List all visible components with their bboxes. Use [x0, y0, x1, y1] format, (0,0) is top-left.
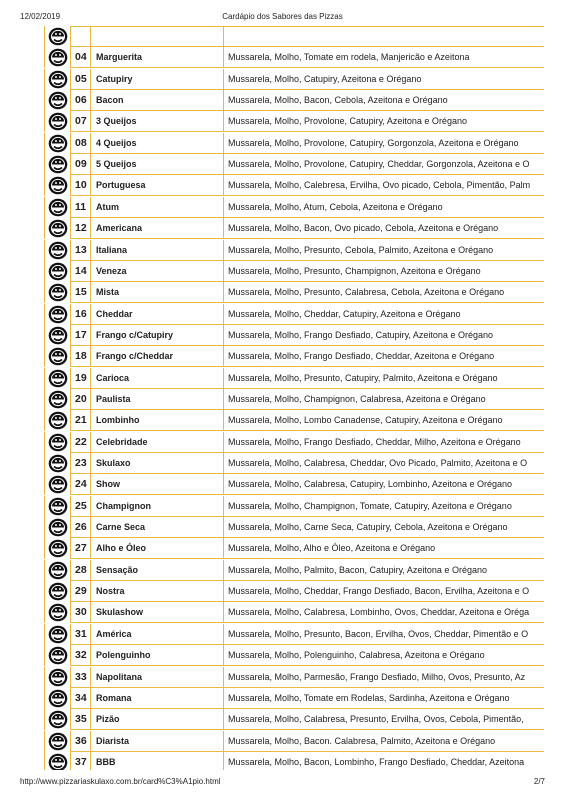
table-row — [44, 368, 544, 389]
pizza-ingredients: Mussarela, Molho, Calabresa, Lombinho, Ovos, Cheddar, Azeitona e Oréga — [224, 602, 544, 623]
pizzeria-logo-icon — [48, 646, 68, 665]
table-row — [44, 752, 544, 770]
pizza-name: Lombinho — [91, 410, 224, 431]
pizzeria-logo-icon — [48, 732, 68, 751]
page-header — [0, 12, 565, 24]
pizza-ingredients: Mussarela, Molho, Parmesão, Frango Desfiado, Milho, Ovos, Presunto, Az — [224, 667, 544, 688]
icon-cell — [44, 218, 71, 239]
icon-cell — [44, 26, 71, 47]
table-row — [44, 111, 544, 132]
pizza-ingredients: Mussarela, Molho, Bacon, Cebola, Azeitona e Orégano — [224, 90, 544, 111]
table-row — [44, 175, 544, 196]
pizza-name: Champignon — [91, 496, 224, 517]
pizza-number: 10 — [71, 175, 91, 196]
table-row — [44, 624, 544, 645]
pizza-name: Portuguesa — [91, 175, 224, 196]
pizza-name: Americana — [91, 218, 224, 239]
pizza-number: 20 — [71, 389, 91, 410]
icon-cell — [44, 602, 71, 623]
pizzeria-logo-icon — [48, 668, 68, 687]
pizza-number: 08 — [71, 133, 91, 154]
pizza-name: Pizão — [91, 709, 224, 730]
pizza-name: 4 Queijos — [91, 133, 224, 154]
icon-cell — [44, 304, 71, 325]
icon-cell — [44, 133, 71, 154]
table-row — [44, 410, 544, 431]
pizza-name: Veneza — [91, 261, 224, 282]
pizza-number: 16 — [71, 304, 91, 325]
pizza-number: 06 — [71, 90, 91, 111]
pizza-ingredients: Mussarela, Molho, Champignon, Calabresa, Azeitona e Orégano — [224, 389, 544, 410]
pizza-ingredients: Mussarela, Molho, Bacon, Lombinho, Frango Desfiado, Cheddar, Azeitona — [224, 752, 544, 770]
pizza-number: 28 — [71, 560, 91, 581]
pizza-name: Mista — [91, 282, 224, 303]
pizza-number: 35 — [71, 709, 91, 730]
pizza-number: 32 — [71, 645, 91, 666]
icon-cell — [44, 688, 71, 709]
table-row — [44, 602, 544, 623]
icon-cell — [44, 368, 71, 389]
table-row — [44, 154, 544, 175]
pizza-ingredients: Mussarela, Molho, Carne Seca, Catupiry, Cebola, Azeitona e Orégano — [224, 517, 544, 538]
pizza-number: 07 — [71, 111, 91, 132]
pizza-name: Italiana — [91, 240, 224, 261]
table-row — [44, 261, 544, 282]
pizza-ingredients: Mussarela, Molho, Calabresa, Cheddar, Ovo Picado, Palmito, Azeitona e O — [224, 453, 544, 474]
pizzeria-logo-icon — [48, 241, 68, 260]
pizza-number: 27 — [71, 538, 91, 559]
pizza-ingredients: Mussarela, Molho, Cheddar, Catupiry, Azeitona e Orégano — [224, 304, 544, 325]
icon-cell — [44, 410, 71, 431]
table-row — [44, 581, 544, 602]
icon-cell — [44, 282, 71, 303]
pizza-ingredients: Mussarela, Molho, Cheddar, Frango Desfiado, Bacon, Ervilha, Azeitona e O — [224, 581, 544, 602]
icon-cell — [44, 581, 71, 602]
pizza-ingredients: Mussarela, Molho, Tomate em rodela, Manjericão e Azeitona — [224, 47, 544, 68]
page-footer — [0, 777, 565, 789]
pizza-ingredients — [224, 26, 544, 47]
pizza-name: Romana — [91, 688, 224, 709]
pizzeria-logo-icon — [48, 369, 68, 388]
pizza-number: 24 — [71, 474, 91, 495]
table-row — [44, 667, 544, 688]
pizzeria-logo-icon — [48, 48, 68, 67]
pizza-name: Catupiry — [91, 69, 224, 90]
table-row — [44, 645, 544, 666]
pizzeria-logo-icon — [48, 262, 68, 281]
pizza-number: 19 — [71, 368, 91, 389]
pizza-number: 30 — [71, 602, 91, 623]
pizza-number: 22 — [71, 432, 91, 453]
pizza-number: 26 — [71, 517, 91, 538]
icon-cell — [44, 90, 71, 111]
icon-cell — [44, 496, 71, 517]
pizza-name: Atum — [91, 197, 224, 218]
pizza-number: 33 — [71, 667, 91, 688]
pizzeria-logo-icon — [48, 518, 68, 537]
pizzeria-logo-icon — [48, 475, 68, 494]
table-row — [44, 26, 544, 47]
pizza-ingredients: Mussarela, Molho, Tomate em Rodelas, Sardinha, Azeitona e Orégano — [224, 688, 544, 709]
pizza-ingredients: Mussarela, Molho, Presunto, Bacon, Ervilha, Ovos, Cheddar, Pimentão e O — [224, 624, 544, 645]
pizzeria-logo-icon — [48, 112, 68, 131]
icon-cell — [44, 624, 71, 645]
pizza-menu-table — [44, 26, 544, 770]
pizza-ingredients: Mussarela, Molho, Calabresa, Catupiry, Lombinho, Azeitona e Orégano — [224, 474, 544, 495]
pizzeria-logo-icon — [48, 625, 68, 644]
pizza-ingredients: Mussarela, Molho, Provolone, Catupiry, Cheddar, Gorgonzola, Azeitona e O — [224, 154, 544, 175]
icon-cell — [44, 645, 71, 666]
pizzeria-logo-icon — [48, 539, 68, 558]
pizza-ingredients: Mussarela, Molho, Champignon, Tomate, Catupiry, Azeitona e Orégano — [224, 496, 544, 517]
icon-cell — [44, 111, 71, 132]
pizza-ingredients: Mussarela, Molho, Calabresa, Presunto, Ervilha, Ovos, Cebola, Pimentão, — [224, 709, 544, 730]
icon-cell — [44, 731, 71, 752]
table-row — [44, 453, 544, 474]
pizza-name: Alho e Óleo — [91, 538, 224, 559]
pizza-ingredients: Mussarela, Molho, Palmito, Bacon, Catupiry, Azeitona e Orégano — [224, 560, 544, 581]
pizzeria-logo-icon — [48, 411, 68, 430]
pizza-ingredients: Mussarela, Molho, Catupiry, Azeitona e Orégano — [224, 69, 544, 90]
table-row — [44, 560, 544, 581]
icon-cell — [44, 560, 71, 581]
pizza-ingredients: Mussarela, Molho, Alho e Óleo, Azeitona e Orégano — [224, 538, 544, 559]
table-row — [44, 325, 544, 346]
pizza-ingredients: Mussarela, Molho, Frango Desfiado, Cheddar, Milho, Azeitona e Orégano — [224, 432, 544, 453]
pizza-name: Paulista — [91, 389, 224, 410]
table-row — [44, 90, 544, 111]
pizza-name: Marguerita — [91, 47, 224, 68]
pizza-name: Frango c/Catupiry — [91, 325, 224, 346]
pizzeria-logo-icon — [48, 497, 68, 516]
pizza-number: 04 — [71, 47, 91, 68]
icon-cell — [44, 752, 71, 770]
pizza-name: 3 Queijos — [91, 111, 224, 132]
pizzeria-logo-icon — [48, 454, 68, 473]
pizzeria-logo-icon — [48, 91, 68, 110]
icon-cell — [44, 667, 71, 688]
pizzeria-logo-icon — [48, 134, 68, 153]
pizza-ingredients: Mussarela, Molho, Bacon, Ovo picado, Cebola, Azeitona e Orégano — [224, 218, 544, 239]
table-row — [44, 133, 544, 154]
table-row — [44, 474, 544, 495]
pizzeria-logo-icon — [48, 283, 68, 302]
icon-cell — [44, 154, 71, 175]
pizza-ingredients: Mussarela, Molho, Bacon. Calabresa, Palmito, Azeitona e Orégano — [224, 731, 544, 752]
table-row — [44, 496, 544, 517]
pizza-number: 25 — [71, 496, 91, 517]
pizza-name: Frango c/Cheddar — [91, 346, 224, 367]
pizzeria-logo-icon — [48, 198, 68, 217]
pizza-name: Skulaxo — [91, 453, 224, 474]
pizza-name: Polenguinho — [91, 645, 224, 666]
page-url: http://www.pizzariaskulaxo.com.br/card%C3%A1pio.html — [20, 777, 221, 786]
pizzeria-logo-icon — [48, 347, 68, 366]
pizza-name: Nostra — [91, 581, 224, 602]
icon-cell — [44, 175, 71, 196]
pizza-number: 36 — [71, 731, 91, 752]
pizza-ingredients: Mussarela, Molho, Presunto, Calabresa, Cebola, Azeitona e Orégano — [224, 282, 544, 303]
icon-cell — [44, 474, 71, 495]
table-row — [44, 346, 544, 367]
icon-cell — [44, 709, 71, 730]
pizza-number: 17 — [71, 325, 91, 346]
pizza-number: 14 — [71, 261, 91, 282]
print-date: 12/02/2019 — [20, 12, 61, 21]
page-number: 2/7 — [533, 777, 545, 786]
pizzeria-logo-icon — [48, 155, 68, 174]
pizzeria-logo-icon — [48, 603, 68, 622]
pizza-number: 23 — [71, 453, 91, 474]
table-row — [44, 69, 544, 90]
table-row — [44, 47, 544, 68]
pizza-ingredients: Mussarela, Molho, Presunto, Catupiry, Palmito, Azeitona e Orégano — [224, 368, 544, 389]
table-row — [44, 432, 544, 453]
pizza-number: 11 — [71, 197, 91, 218]
pizza-ingredients: Mussarela, Molho, Lombo Canadense, Catupiry, Azeitona e Orégano — [224, 410, 544, 431]
icon-cell — [44, 432, 71, 453]
pizzeria-logo-icon — [48, 582, 68, 601]
icon-cell — [44, 346, 71, 367]
pizza-ingredients: Mussarela, Molho, Polenguinho, Calabresa, Azeitona e Orégano — [224, 645, 544, 666]
pizzeria-logo-icon — [48, 561, 68, 580]
pizza-ingredients: Mussarela, Molho, Presunto, Cebola, Palmito, Azeitona e Orégano — [224, 240, 544, 261]
pizza-number: 15 — [71, 282, 91, 303]
pizzeria-logo-icon — [48, 710, 68, 729]
table-row — [44, 731, 544, 752]
pizzeria-logo-icon — [48, 433, 68, 452]
pizza-name: Carne Seca — [91, 517, 224, 538]
pizzeria-logo-icon — [48, 305, 68, 324]
pizza-number: 18 — [71, 346, 91, 367]
table-row — [44, 389, 544, 410]
pizza-number: 09 — [71, 154, 91, 175]
icon-cell — [44, 453, 71, 474]
page-title: Cardápio dos Sabores das Pizzas — [222, 12, 343, 21]
pizzeria-logo-icon — [48, 27, 68, 46]
pizza-ingredients: Mussarela, Molho, Frango Desfiado, Catupiry, Azeitona e Orégano — [224, 325, 544, 346]
table-row — [44, 282, 544, 303]
pizza-name: Cheddar — [91, 304, 224, 325]
icon-cell — [44, 389, 71, 410]
pizza-number: 05 — [71, 69, 91, 90]
table-row — [44, 688, 544, 709]
pizza-number: 37 — [71, 752, 91, 770]
pizzeria-logo-icon — [48, 219, 68, 238]
icon-cell — [44, 197, 71, 218]
icon-cell — [44, 517, 71, 538]
icon-cell — [44, 69, 71, 90]
pizza-name: América — [91, 624, 224, 645]
pizza-number: 29 — [71, 581, 91, 602]
pizza-name: Bacon — [91, 90, 224, 111]
pizza-number: 21 — [71, 410, 91, 431]
table-row — [44, 304, 544, 325]
pizzeria-logo-icon — [48, 326, 68, 345]
icon-cell — [44, 47, 71, 68]
pizza-number: 31 — [71, 624, 91, 645]
pizza-name: Napolitana — [91, 667, 224, 688]
pizza-name: Celebridade — [91, 432, 224, 453]
table-row — [44, 240, 544, 261]
pizza-name: 5 Queijos — [91, 154, 224, 175]
pizza-name: Carioca — [91, 368, 224, 389]
pizza-name: Diarista — [91, 731, 224, 752]
table-row — [44, 197, 544, 218]
pizza-name: Skulashow — [91, 602, 224, 623]
pizza-name: Show — [91, 474, 224, 495]
pizza-name — [91, 26, 224, 47]
pizzeria-logo-icon — [48, 689, 68, 708]
pizzeria-logo-icon — [48, 176, 68, 195]
pizza-ingredients: Mussarela, Molho, Provolone, Catupiry, Azeitona e Orégano — [224, 111, 544, 132]
table-row — [44, 538, 544, 559]
pizza-number: 13 — [71, 240, 91, 261]
pizza-ingredients: Mussarela, Molho, Provolone, Catupiry, Gorgonzola, Azeitona e Orégano — [224, 133, 544, 154]
pizzeria-logo-icon — [48, 390, 68, 409]
pizza-name: BBB — [91, 752, 224, 770]
table-row — [44, 517, 544, 538]
icon-cell — [44, 261, 71, 282]
pizza-ingredients: Mussarela, Molho, Presunto, Champignon, Azeitona e Orégano — [224, 261, 544, 282]
pizza-name: Sensação — [91, 560, 224, 581]
table-row — [44, 218, 544, 239]
pizza-number — [71, 26, 91, 47]
icon-cell — [44, 240, 71, 261]
pizza-ingredients: Mussarela, Molho, Calebresa, Ervilha, Ovo picado, Cebola, Pimentão, Palm — [224, 175, 544, 196]
pizza-ingredients: Mussarela, Molho, Frango Desfiado, Cheddar, Azeitona e Orégano — [224, 346, 544, 367]
icon-cell — [44, 538, 71, 559]
pizzeria-logo-icon — [48, 753, 68, 770]
icon-cell — [44, 325, 71, 346]
pizzeria-logo-icon — [48, 70, 68, 89]
table-row — [44, 709, 544, 730]
pizza-number: 12 — [71, 218, 91, 239]
pizza-number: 34 — [71, 688, 91, 709]
pizza-ingredients: Mussarela, Molho, Atum, Cebola, Azeitona e Orégano — [224, 197, 544, 218]
